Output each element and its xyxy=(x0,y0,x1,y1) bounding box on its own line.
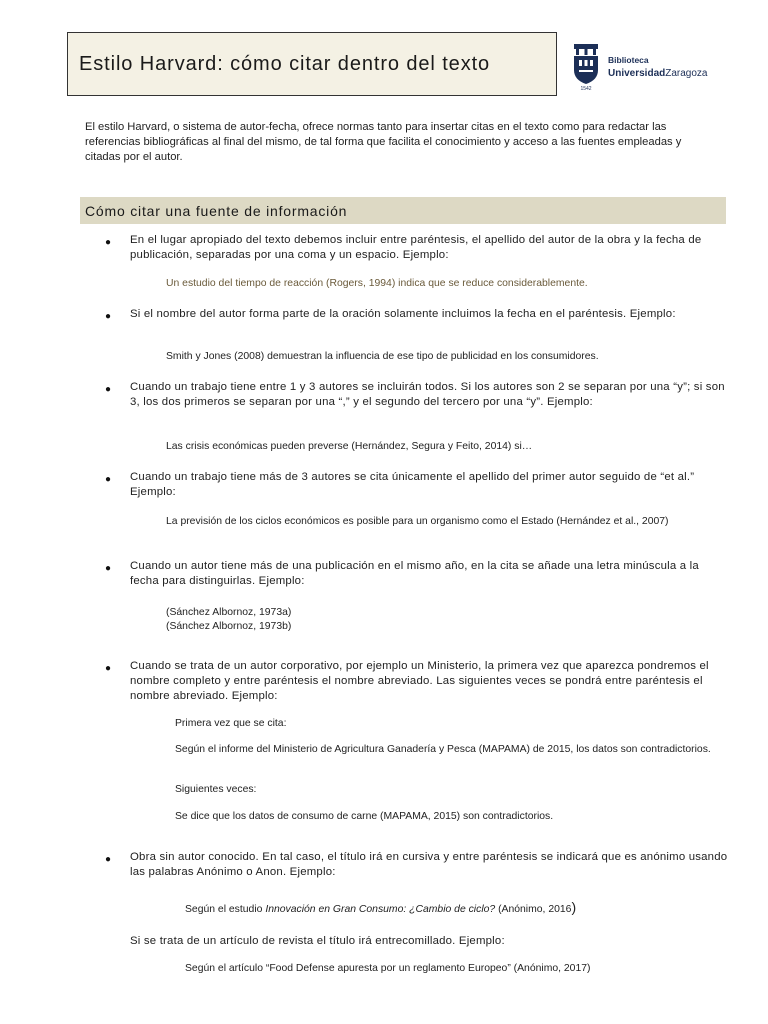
example-text: (Sánchez Albornoz, 1973a) xyxy=(166,607,292,618)
logo-university-rest: Zaragoza xyxy=(665,68,708,79)
example-text xyxy=(185,900,576,917)
bullet: ● xyxy=(105,854,112,865)
bullet: ● xyxy=(105,474,112,485)
university-logo xyxy=(571,42,708,92)
title-box xyxy=(67,32,557,96)
list-item-text: Cuando un trabajo tiene entre 1 y 3 autores se incluirán todos. Si los autores son 2 se separan por una “y”; si son 3, los dos primeros se separan por una “,” y el segundo del tercero por una “y”. Ejemplo: xyxy=(130,381,725,408)
bullet: ● xyxy=(105,384,112,395)
example-pre: Según el estudio xyxy=(185,904,266,915)
bullet: ● xyxy=(105,563,112,574)
example-text: Smith y Jones (2008) demuestran la influencia de ese tipo de publicidad en los consumidores. xyxy=(166,351,599,362)
logo-year: 1542 xyxy=(580,86,592,92)
section-header xyxy=(80,197,726,224)
list-item-text: En el lugar apropiado del texto debemos incluir entre paréntesis, el apellido del autor de la obra y la fecha de publicación, separadas por una coma y un espacio. Ejemplo: xyxy=(130,234,702,261)
logo-university-bold: Universidad xyxy=(608,68,666,79)
list-item-text: Cuando se trata de un autor corporativo, por ejemplo un Ministerio, la primera vez que aparezca pondremos el nombre completo y entre paréntesis el nombre abreviado. Las siguientes veces se pondrá entre paréntesis el nombre abreviado. Ejemplo: xyxy=(130,660,709,702)
example-text: (Sánchez Albornoz, 1973b) xyxy=(166,621,292,632)
library-crest-icon xyxy=(571,42,601,92)
example-post: (Anónimo, 2016 xyxy=(495,904,572,915)
logo-library-label: Biblioteca xyxy=(608,55,649,65)
example-text: Según el artículo “Food Defense apuresta por un reglamento Europeo” (Anónimo, 2017) xyxy=(185,963,591,974)
example-text: La previsión de los ciclos económicos es posible para un organismo como el Estado (Hernández et al., 2007) xyxy=(166,516,669,527)
example-italic-title: Innovación en Gran Consumo: ¿Cambio de ciclo? xyxy=(265,904,496,915)
example-text: Un estudio del tiempo de reacción (Rogers, 1994) indica que se reduce considerablemente. xyxy=(166,278,588,289)
list-item-text: Cuando un autor tiene más de una publicación en el mismo año, en la cita se añade una letra minúscula a la fecha para distinguirlas. Ejemplo: xyxy=(130,560,699,587)
bullet: ● xyxy=(105,237,112,248)
logo-university-label xyxy=(608,67,708,80)
example-label: Primera vez que se cita: xyxy=(175,718,287,729)
page-title: Estilo Harvard: cómo citar dentro del texto xyxy=(79,52,491,75)
list-item-text: Obra sin autor conocido. En tal caso, el título irá en cursiva y entre paréntesis se indicará que es anónimo usando las palabras Anónimo o Anon. Ejemplo: xyxy=(130,851,728,878)
journal-text: Si se trata de un artículo de revista el título irá entrecomillado. Ejemplo: xyxy=(130,935,505,947)
bullet: ● xyxy=(105,663,112,674)
example-text: Según el informe del Ministerio de Agricultura Ganadería y Pesca (MAPAMA) de 2015, los datos son contradictorios. xyxy=(175,744,711,755)
section-title: Cómo citar una fuente de información xyxy=(85,202,348,219)
example-text: Se dice que los datos de consumo de carne (MAPAMA, 2015) son contradictorios. xyxy=(175,811,554,822)
example-close: ) xyxy=(571,899,577,915)
logo-text xyxy=(608,54,708,80)
example-text: Las crisis económicas pueden preverse (Hernández, Segura y Feito, 2014) si… xyxy=(166,441,533,452)
example-label: Siguientes veces: xyxy=(175,784,257,795)
bullet: ● xyxy=(105,311,112,322)
intro-paragraph: El estilo Harvard, o sistema de autor-fecha, ofrece normas tanto para insertar citas en el texto como para redactar las referencias bibliográficas al final del mismo, de tal forma que facilita el conocimiento y acceso a las fuentes empleadas y citadas por el autor. xyxy=(85,121,682,163)
list-item-text: Si el nombre del autor forma parte de la oración solamente incluimos la fecha en el paréntesis. Ejemplo: xyxy=(130,308,676,320)
list-item-text: Cuando un trabajo tiene más de 3 autores se cita únicamente el apellido del primer autor seguido de “et al.” Ejemplo: xyxy=(130,471,695,498)
